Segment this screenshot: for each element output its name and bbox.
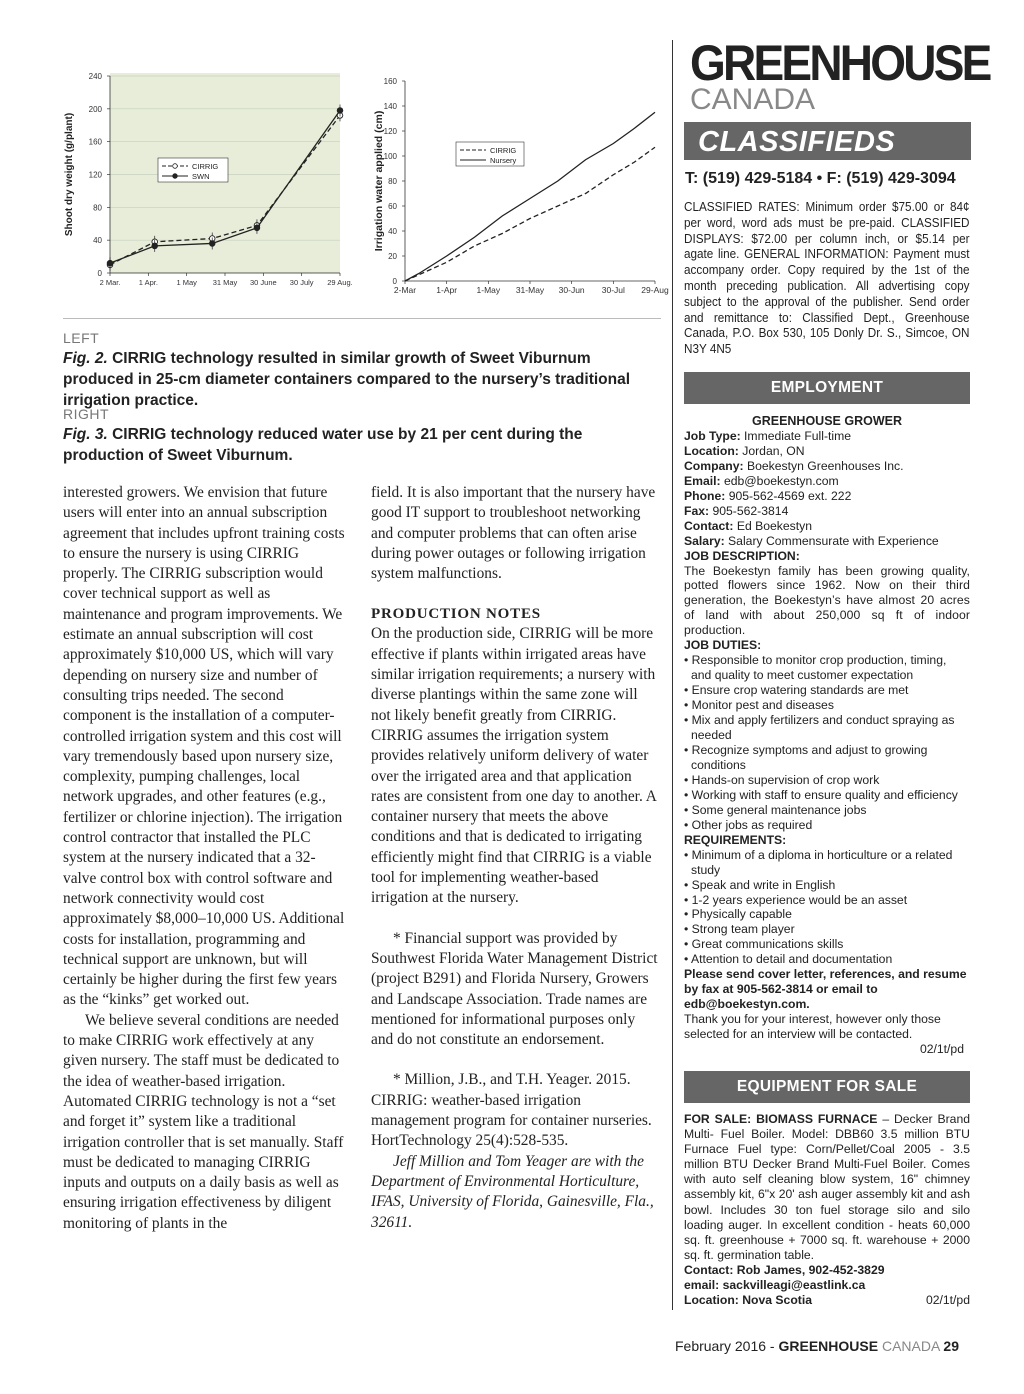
y-tick-label: 200 [88, 104, 102, 114]
job-fax-label: Fax: [684, 503, 710, 518]
col2-paragraph-1: field. It is also important that the nursery have good IT support to troubleshoot networking and computer problems that can often arise during power outages or following irrigation system malfunctions. [371, 484, 656, 583]
y-axis-title: Irrigation water applied (cm) [373, 110, 385, 252]
x-tick-label: 30-Jul [601, 285, 625, 295]
caption-left-fig: Fig. 2. [63, 350, 108, 367]
figure-right-chart [370, 60, 669, 315]
classifieds-phone: T: (519) 429-5184 • F: (519) 429-3094 [685, 170, 956, 187]
job-contact: Ed Boekestyn [736, 518, 813, 533]
job-description: The Boekestyn family has been growing quality, potted flowers since 1962. Now on their third generation, the Boekestyn’s have almost 20 acres of land with about 250,000 sq ft of indoor production. [684, 563, 970, 638]
job-salary-label: Salary: [684, 533, 725, 548]
y-tick-label: 240 [88, 72, 102, 81]
irrigation-water-chart [370, 60, 669, 310]
article-column-1 [63, 483, 347, 1234]
job-duty-item: • Recognize symptoms and adjust to growing conditions [684, 742, 928, 772]
series-line-cirrig [405, 147, 655, 281]
y-tick-label: 60 [388, 202, 397, 211]
caption-rule [63, 318, 661, 319]
x-tick-label: 30 June [249, 278, 277, 287]
caption-right-fig: Fig. 3. [63, 426, 108, 443]
job-apply: Please send cover letter, references, and resume by fax at 905-562-3814 or email to edb@boekestyn.com. [684, 967, 967, 1012]
equipment-location: Location: Nova Scotia [684, 1293, 812, 1308]
job-listing [684, 414, 970, 1057]
data-point-swn [152, 243, 158, 249]
equipment-contact: Contact: Rob James, 902-452-3829 [684, 1262, 885, 1277]
y-tick-label: 80 [93, 203, 102, 213]
legend-marker [173, 174, 178, 179]
x-tick-label: 1-Apr [436, 285, 458, 295]
job-contact-label: Contact: [684, 518, 734, 533]
production-notes-heading: PRODUCTION NOTES [371, 606, 541, 623]
job-location-label: Location: [684, 443, 739, 458]
series-line-nursery [405, 112, 655, 281]
footnote-financial: * Financial support was provided by Southwest Florida Water Management District (project B291) and Florida Nursery, Growers and Landscape Association. Trade names are mentioned for informational purposes only and do not constitute an endorsement. [371, 929, 658, 1049]
y-tick-label: 120 [383, 127, 397, 136]
y-tick-label: 80 [388, 177, 397, 186]
brand-main: GREENHOUSE [690, 35, 990, 91]
job-duty-item: • Other jobs as required [684, 817, 813, 832]
job-email: edb@boekestyn.com [723, 473, 839, 488]
data-point-swn [107, 260, 113, 266]
legend-label: CIRRIG [192, 162, 219, 171]
x-tick-label: 1 May [176, 278, 197, 287]
data-point-swn [254, 225, 260, 231]
equipment-body: – Decker Brand Multi- Fuel Boiler. Model: DBB60 3.5 million BTU Furnace Fuel type: Corn/Pellet/Coal 2005 - 3.5 million BTU Decker Brand Multi-Fuel Boiler. Comes with auto self cleaning blow system, 16" chimney assembly kit, 6"x 20' ash auger assembly kit and ash bowl. Includes 30 ton fuel storage silo and silo loading auger. In excellent condition - heats 60,000 sq. ft. greenhouse + 7000 sq. ft. warehouse + 2000 sq. ft. germination table. [684, 1112, 970, 1262]
y-tick-label: 0 [97, 269, 102, 278]
y-axis-title: Shoot dry weight (g/plant) [64, 112, 75, 237]
y-tick-label: 40 [93, 236, 102, 246]
job-requirements-list [684, 848, 970, 968]
caption-left-direction: LEFT [63, 330, 100, 346]
job-title: GREENHOUSE GROWER [751, 414, 902, 428]
job-code: 02/1t/pd [919, 1042, 964, 1057]
x-tick-label: 1 Apr. [138, 278, 158, 287]
job-requirements-label: REQUIREMENTS: [684, 832, 787, 847]
col1-paragraph-1: interested growers. We envision that future users will enter into an annual subscription agreement that includes upfront training costs to ensure the nursery is using CIRRIG properly. The CIRRIG subscription would cover technical support as well as maintenance and program improvements. We estimate an annual subscription will cost approximately $10,000 US, which will vary depending on nursery size and number of consulting trips needed. The second component is the installation of a computer-controlled irrigation system and this cost will vary tremendously based upon nursery size, complexity, pumping challenges, local network upgrades, and other features (e.g., fertilizer or chlorine injection). The irrigation control contractor that installed the PLC system at the nursery indicated that a 32-valve control box with control software and network connectivity would cost approximately $8,000–10,000 US. Additional costs for installation, programming and technical support are unknown, but will certainly be higher during the first few years as the “kinks” get worked out. [63, 484, 345, 1009]
footer-mag-light: CANADA [878, 1338, 944, 1354]
job-duty-item: • Mix and apply fertilizers and conduct spraying as needed [684, 713, 955, 743]
x-tick-label: 2 Mar. [99, 278, 121, 287]
author-signature: Jeff Million and Tom Yeager are with the Department of Environmental Horticulture, IFAS, University of Florida, Gainesville, Fla., 32611. [371, 1152, 654, 1231]
job-duties-label: JOB DUTIES: [684, 638, 762, 653]
x-tick-label: 2-Mar [393, 285, 417, 295]
caption-left [63, 330, 663, 411]
y-tick-label: 100 [383, 152, 397, 161]
column-divider [672, 40, 673, 1310]
legend-label: CIRRIG [490, 146, 517, 155]
caption-right-text: CIRRIG technology reduced water use by 21 per cent during the production of Sweet Viburnum. [63, 426, 583, 464]
job-company: Boekestyn Greenhouses Inc. [746, 458, 904, 473]
footnote-reference: * Million, J.B., and T.H. Yeager. 2015. CIRRIG: weather-based irrigation management program for container nurseries. HortTechnology 25(4):528-535. [371, 1071, 652, 1150]
job-email-label: Email: [684, 473, 721, 488]
y-tick-label: 40 [388, 227, 397, 236]
job-requirement-item: • Strong team player [684, 922, 795, 937]
caption-right [63, 406, 663, 466]
job-fax: 905-562-3814 [712, 503, 789, 518]
job-requirement-item: • Minimum of a diploma in horticulture or a related study [684, 847, 953, 877]
job-type: Immediate Full-time [744, 428, 852, 443]
job-duty-item: • Some general maintenance jobs [684, 802, 867, 817]
y-tick-label: 160 [88, 137, 102, 147]
data-point-swn [209, 241, 215, 247]
job-type-label: Job Type: [684, 428, 741, 443]
classified-rates: CLASSIFIED RATES: Minimum order $75.00 or 84¢ per word, word ads must be pre-paid. CLASSIFIED DISPLAYS: $72.00 per column inch, or $5.14 per agate line. GENERAL INFORMATION: Payment must accompany order. Copy required by the 1st of the month preceding publication. All advertising copy subject to the approval of the publisher. Send order and remittance to: Classified Dept., Greenhouse Canada, P.O. Box 530, 105 Donly Dr. S., Simcoe, ON N3Y 4N5 [684, 200, 970, 357]
brand-sub: CANADA [690, 83, 816, 116]
footer-page-number: 29 [943, 1338, 959, 1354]
job-phone: 905-562-4569 ext. 222 [728, 488, 852, 503]
equipment-code: 02/1t/pd [925, 1293, 970, 1308]
col1-paragraph-2: We believe several conditions are needed to make CIRRIG work effectively at any given nursery. The staff must be dedicated to the idea of weather-based irrigation. Automated CIRRIG technology is not a “set and forget it” system like a traditional irrigation controller that is set manually. Staff must be dedicated to managing CIRRIG inputs and outputs on a daily basis as well as ensuring irrigation effectiveness by diligent monitoring of plants in the [63, 1011, 344, 1232]
equipment-lead: FOR SALE: BIOMASS FURNACE [684, 1112, 878, 1126]
employment-banner: EMPLOYMENT [684, 372, 970, 404]
job-requirement-item: • 1-2 years experience would be an asset [684, 892, 908, 907]
x-tick-label: 30-Jun [558, 285, 585, 295]
job-requirement-item: • Great communications skills [684, 937, 844, 952]
page-footer [675, 1338, 959, 1354]
job-location: Jordan, ON [742, 443, 805, 458]
figure-left-chart [60, 60, 353, 305]
col2-paragraph-2: On the production side, CIRRIG will be more effective if plants within irrigated areas have similar irrigation requirements; a nursery with diverse plantings within the same zone will not likely benefit greatly from CIRRIG. CIRRIG assumes the irrigation system provides relatively uniform delivery of water over the irrigated area and that application rates are consistent from one day to another. A container nursery that meets the above conditions and that is dedicated to irrigating efficiently might find that CIRRIG is a viable tool for implementing weather-based irrigation at the nursery. [371, 625, 657, 907]
classifieds-banner [684, 122, 971, 160]
y-tick-label: 140 [383, 102, 397, 111]
greenhouse-canada-logo [690, 35, 990, 116]
legend-label: Nursery [490, 156, 517, 165]
job-duty-item: • Working with staff to ensure quality and efficiency [684, 787, 958, 802]
x-tick-label: 29 Aug. [327, 278, 353, 287]
job-company-label: Company: [684, 458, 744, 473]
job-duty-item: • Monitor pest and diseases [684, 698, 834, 713]
caption-right-direction: RIGHT [63, 406, 110, 422]
article-column-2 [371, 483, 658, 1233]
equipment-listing [684, 1112, 970, 1308]
job-duties-list [684, 653, 970, 832]
job-salary: Salary Commensurate with Experience [728, 533, 939, 548]
x-tick-label: 29-Aug [641, 285, 669, 295]
x-tick-label: 31-May [515, 285, 545, 295]
job-duty-item: • Ensure crop watering standards are met [684, 683, 909, 698]
y-tick-label: 0 [392, 277, 397, 286]
job-requirement-item: • Speak and write in English [684, 877, 836, 892]
job-duty-item: • Responsible to monitor crop production, timing, and quality to meet customer expectation [684, 653, 947, 683]
footer-mag-bold: GREENHOUSE [778, 1338, 879, 1354]
job-phone-label: Phone: [684, 488, 726, 503]
job-duty-item: • Hands-on supervision of crop work [684, 772, 880, 787]
x-tick-label: 1-May [476, 285, 501, 295]
job-description-label: JOB DESCRIPTION: [684, 548, 800, 563]
x-tick-label: 30 July [289, 278, 314, 287]
y-tick-label: 20 [388, 252, 397, 261]
data-point-swn [337, 108, 343, 114]
footer-date: February 2016 - [674, 1338, 779, 1354]
legend-label: SWN [192, 172, 210, 181]
caption-left-text: CIRRIG technology resulted in similar growth of Sweet Viburnum produced in 25-cm diameter containers compared to the nursery’s traditional irrigation practice. [63, 350, 631, 409]
y-tick-label: 120 [88, 170, 102, 180]
x-tick-label: 31 May [212, 278, 238, 287]
shoot-weight-chart [60, 60, 353, 300]
y-tick-label: 160 [383, 77, 397, 86]
classifieds-title: CLASSIFIEDS [698, 126, 896, 158]
equipment-email: email: sackvilleagi@eastlink.ca [684, 1278, 866, 1293]
legend-marker [173, 164, 178, 169]
job-requirement-item: • Attention to detail and documentation [684, 952, 893, 967]
equipment-banner: EQUIPMENT FOR SALE [684, 1071, 970, 1103]
job-thanks: Thank you for your interest, however only those selected for an interview will be contacted. [684, 1012, 941, 1042]
job-requirement-item: • Physically capable [684, 907, 792, 922]
